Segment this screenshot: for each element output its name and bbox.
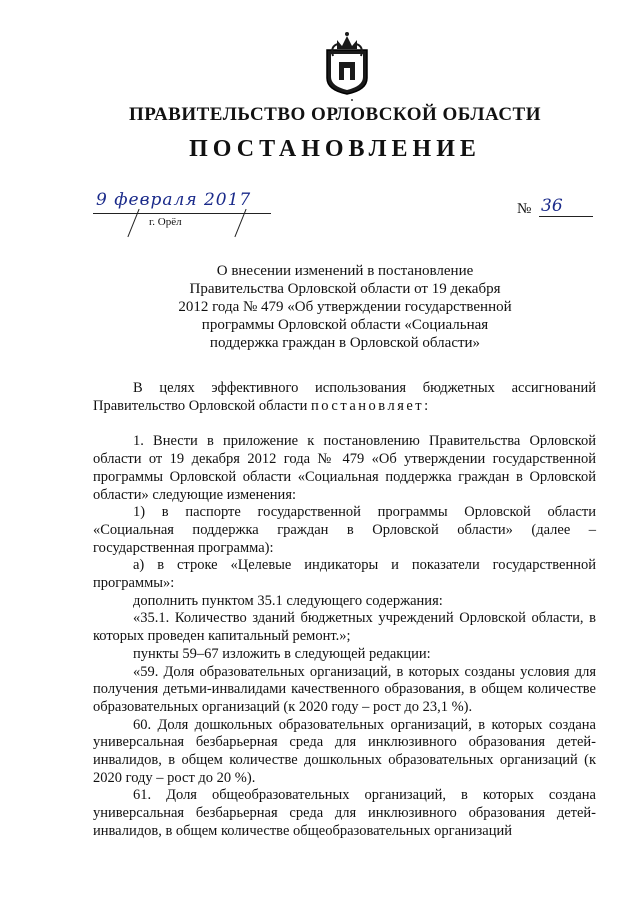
document-body: [93, 380, 596, 841]
number-label: №: [517, 201, 532, 217]
preamble: В целях эффективного использования бюджетных ассигнований Правительство Орловской области постановляет:: [93, 380, 596, 414]
paragraph: пункты 59–67 изложить в следующей редакции:: [133, 645, 431, 662]
number-underline: [539, 216, 593, 217]
city-label: г. Орёл: [149, 216, 182, 228]
coat-of-arms-icon: [322, 30, 372, 96]
subject-line: программы Орловской области «Социальная: [201, 317, 489, 333]
handwritten-date: 9 февраля 2017: [96, 190, 252, 210]
paragraph: 1. Внести в приложение к постановлению Правительства Орловской области от 19 декабря 2012 года № 479 «Об утверждении государственной программы Орловской области «Социальная поддержка граждан в Орловской области» следующие изменения:: [93, 433, 596, 503]
paragraph: «59. Доля образовательных организаций, в которых созданы условия для получения детьми-инвалидами качественного образования, в общем количестве образовательных организаций (к 2020 году – рост до 23,1 %).: [93, 663, 596, 715]
paragraph: 60. Доля дошкольных образовательных организаций, в которых создана универсальная безбарьерная среда для инклюзивного образования детей-инвалидов, в общем количестве дошкольных образовательных организаций (к 2020 году – рост до 20 %).: [93, 716, 596, 786]
paragraph: «35.1. Количество зданий бюджетных учреждений Орловской области, в которых проведен капитальный ремонт.»;: [93, 610, 596, 645]
handwritten-number: 36: [541, 196, 563, 216]
decorative-dot: [351, 99, 353, 101]
paragraph: 1) в паспорте государственной программы Орловской области «Социальная поддержка граждан в Орловской области» (далее – государственная программа):: [93, 504, 596, 556]
subject-line: 2012 года № 479 «Об утверждении государственной: [178, 299, 512, 315]
government-title: ПРАВИТЕЛЬСТВО ОРЛОВСКОЙ ОБЛАСТИ: [128, 104, 541, 125]
document-type: ПОСТАНОВЛЕНИЕ: [189, 136, 481, 162]
paragraph: дополнить пунктом 35.1 следующего содержания:: [133, 592, 443, 609]
decree-word: постановляет:: [311, 397, 431, 414]
subject-line: О внесении изменений в постановление: [216, 263, 474, 279]
subject-line: Правительства Орловской области от 19 декабря: [189, 281, 501, 297]
paragraph: а) в строке «Целевые индикаторы и показатели государственной программы»:: [93, 557, 596, 592]
paragraph: 61. Доля общеобразовательных организаций, в которых создана универсальная безбарьерная среда для инклюзивного образования детей-инвалидов, в общем количестве общеобразовательных организаций: [93, 787, 596, 839]
subject-line: поддержка граждан в Орловской области»: [209, 335, 481, 351]
document-subject: [160, 262, 530, 352]
